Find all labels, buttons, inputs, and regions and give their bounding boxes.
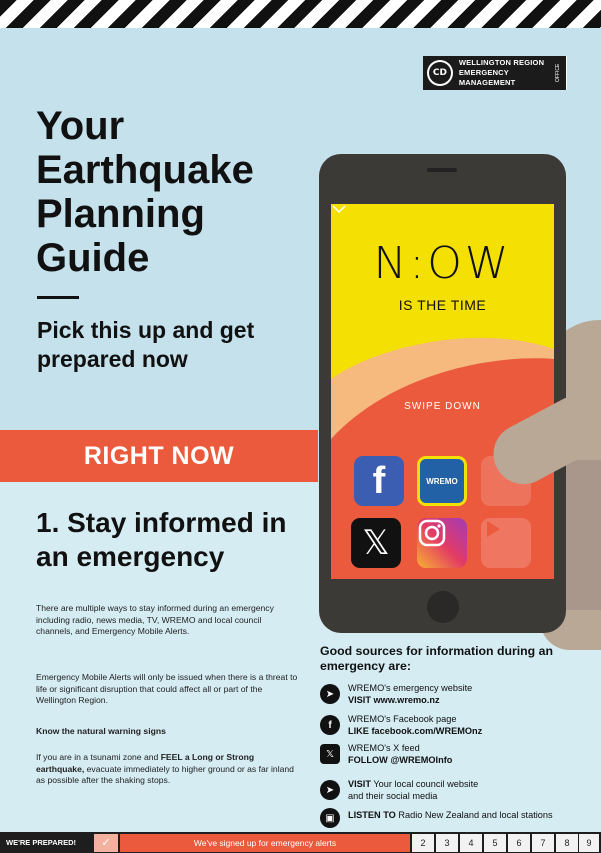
play-icon xyxy=(481,518,503,540)
cursor-icon: ➤ xyxy=(320,780,340,800)
source-council: ➤ VISIT Your local council website and their social media xyxy=(320,778,590,802)
phone-screen xyxy=(331,204,554,579)
page-number[interactable]: 2 xyxy=(412,834,434,852)
page-number[interactable]: 7 xyxy=(532,834,554,852)
chevron-down-icon xyxy=(331,204,347,214)
source-x: 𝕏 WREMO's X feed FOLLOW @WREMOInfo xyxy=(320,742,590,766)
hazard-stripe xyxy=(0,0,601,28)
page-number[interactable]: 9 xyxy=(579,834,599,852)
now-tagline: IS THE TIME xyxy=(398,297,487,313)
page-number[interactable]: 3 xyxy=(436,834,458,852)
swipe-hint: SWIPE DOWN xyxy=(404,401,481,412)
paragraph-alerts: Emergency Mobile Alerts will only be issued when there is a threat to life or significant disruption that could affect all or part of the Wellington Region. xyxy=(36,672,298,705)
radio-icon: ▣ xyxy=(320,808,340,828)
sources-heading: Good sources for information during an emergency are: xyxy=(320,644,553,673)
page-number[interactable]: 6 xyxy=(508,834,530,852)
instagram-app-icon xyxy=(417,518,467,568)
check-icon[interactable]: ✓ xyxy=(94,834,118,852)
step-heading: 1. Stay informed in an emergency xyxy=(36,507,287,572)
youtube-app-icon xyxy=(481,518,531,568)
page-number[interactable]: 4 xyxy=(460,834,482,852)
cursor-icon: ➤ xyxy=(320,684,340,704)
warning-signs-heading: Know the natural warning signs xyxy=(36,726,166,736)
x-app-icon: 𝕏 xyxy=(351,518,401,568)
facebook-app-icon: f xyxy=(354,456,404,506)
source-facebook: f WREMO's Facebook page LIKE facebook.com/WREMOnz xyxy=(320,713,590,737)
paragraph-tsunami: If you are in a tsunami zone and FEEL a Long or Strong earthquake, evacuate immediately to higher ground or as far inland as possible after the shaking stops. xyxy=(36,752,294,785)
wremo-app-icon: WREMO xyxy=(417,456,467,506)
footer-label: WE'RE PREPARED! xyxy=(6,838,76,847)
phone-illustration xyxy=(319,154,566,633)
checklist-item: We've signed up for emergency alerts xyxy=(120,834,410,852)
phone-home-button xyxy=(427,591,459,623)
instagram-icon xyxy=(417,518,447,548)
subtitle: Pick this up and get prepared now xyxy=(37,317,255,372)
x-icon: 𝕏 xyxy=(320,744,340,764)
logo-text: WELLINGTON REGION EMERGENCY MANAGEMENT xyxy=(458,58,545,87)
page-title: Your Earthquake Planning Guide xyxy=(36,104,254,280)
phone-speaker xyxy=(427,168,457,172)
now-logo: N:OW xyxy=(373,238,512,289)
source-radio: ▣ LISTEN TO Radio New Zealand and local stations xyxy=(320,806,590,828)
civil-defence-icon: CD xyxy=(427,60,453,86)
source-website: ➤ WREMO's emergency website VISIT www.wremo.nz xyxy=(320,682,590,706)
page-number[interactable]: 8 xyxy=(556,834,578,852)
right-now-banner: RIGHT NOW xyxy=(0,430,318,482)
wremo-logo xyxy=(423,56,567,90)
title-divider xyxy=(37,296,79,299)
page-number[interactable]: 5 xyxy=(484,834,506,852)
facebook-icon: f xyxy=(320,715,340,735)
logo-side-text: OFFICE xyxy=(555,56,567,90)
footer-bar xyxy=(0,832,601,853)
paragraph-ways: There are multiple ways to stay informed during an emergency including radio, news media, TV, WREMO and local council channels, and Emergency Mobile Alerts. xyxy=(36,603,274,636)
